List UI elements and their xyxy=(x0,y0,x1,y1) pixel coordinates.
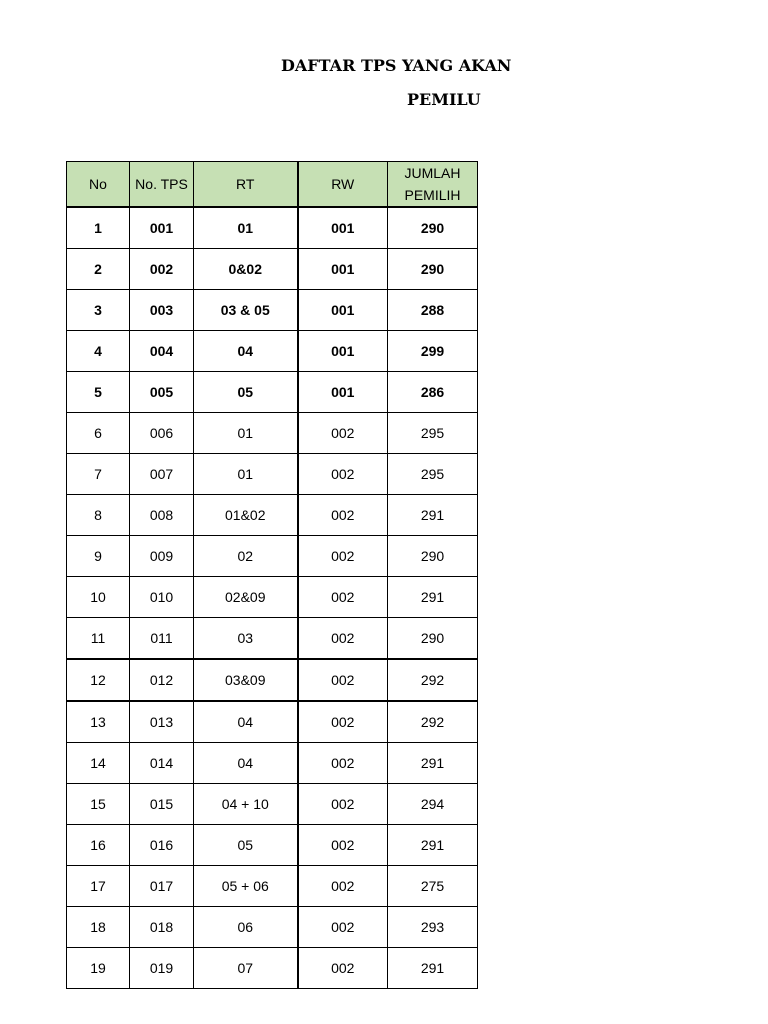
cell-jumlah-pemilih: 295 xyxy=(388,454,478,495)
cell-no-tps: 016 xyxy=(130,825,194,866)
table-row xyxy=(67,372,478,413)
cell-rw: 001 xyxy=(298,207,388,249)
table-row xyxy=(67,249,478,290)
cell-rw: 002 xyxy=(298,495,388,536)
table-header-row xyxy=(67,162,478,208)
table-row xyxy=(67,618,478,660)
table-row xyxy=(67,454,478,495)
table-row xyxy=(67,331,478,372)
table-row xyxy=(67,536,478,577)
table-row xyxy=(67,290,478,331)
cell-no-tps: 007 xyxy=(130,454,194,495)
cell-rt: 03 & 05 xyxy=(194,290,298,331)
cell-jumlah-pemilih: 291 xyxy=(388,743,478,784)
cell-rt: 07 xyxy=(194,948,298,989)
cell-no: 17 xyxy=(67,866,130,907)
cell-jumlah-pemilih: 286 xyxy=(388,372,478,413)
cell-no-tps: 006 xyxy=(130,413,194,454)
cell-no-tps: 019 xyxy=(130,948,194,989)
cell-jumlah-pemilih: 288 xyxy=(388,290,478,331)
cell-rt: 03&09 xyxy=(194,659,298,701)
cell-no: 1 xyxy=(67,207,130,249)
cell-rw: 002 xyxy=(298,743,388,784)
cell-no: 3 xyxy=(67,290,130,331)
cell-no-tps: 001 xyxy=(130,207,194,249)
cell-no: 14 xyxy=(67,743,130,784)
header-no-tps: No. TPS xyxy=(130,162,194,208)
cell-no-tps: 015 xyxy=(130,784,194,825)
cell-jumlah-pemilih: 292 xyxy=(388,701,478,743)
cell-no: 12 xyxy=(67,659,130,701)
cell-jumlah-pemilih: 292 xyxy=(388,659,478,701)
cell-rt: 04 + 10 xyxy=(194,784,298,825)
cell-no-tps: 003 xyxy=(130,290,194,331)
cell-jumlah-pemilih: 290 xyxy=(388,249,478,290)
cell-jumlah-pemilih: 295 xyxy=(388,413,478,454)
cell-jumlah-pemilih: 299 xyxy=(388,331,478,372)
cell-no-tps: 009 xyxy=(130,536,194,577)
cell-no-tps: 008 xyxy=(130,495,194,536)
table-row xyxy=(67,413,478,454)
cell-rw: 002 xyxy=(298,784,388,825)
cell-no-tps: 002 xyxy=(130,249,194,290)
cell-rt: 04 xyxy=(194,701,298,743)
cell-no-tps: 017 xyxy=(130,866,194,907)
cell-rw: 001 xyxy=(298,331,388,372)
cell-rw: 002 xyxy=(298,866,388,907)
table-row xyxy=(67,743,478,784)
cell-rt: 02 xyxy=(194,536,298,577)
cell-jumlah-pemilih: 291 xyxy=(388,825,478,866)
cell-rw: 002 xyxy=(298,659,388,701)
cell-rt: 05 xyxy=(194,825,298,866)
cell-jumlah-pemilih: 293 xyxy=(388,907,478,948)
cell-no: 6 xyxy=(67,413,130,454)
cell-rw: 001 xyxy=(298,249,388,290)
cell-rt: 01 xyxy=(194,207,298,249)
cell-rw: 001 xyxy=(298,290,388,331)
cell-rt: 05 + 06 xyxy=(194,866,298,907)
cell-rt: 02&09 xyxy=(194,577,298,618)
cell-rt: 01&02 xyxy=(194,495,298,536)
table-row xyxy=(67,825,478,866)
cell-rw: 002 xyxy=(298,454,388,495)
table-body xyxy=(67,207,478,989)
header-jumlah-pemilih xyxy=(388,162,478,208)
cell-no: 11 xyxy=(67,618,130,660)
cell-no: 5 xyxy=(67,372,130,413)
cell-jumlah-pemilih: 291 xyxy=(388,495,478,536)
table-row xyxy=(67,659,478,701)
cell-rw: 002 xyxy=(298,701,388,743)
cell-no: 18 xyxy=(67,907,130,948)
cell-jumlah-pemilih: 291 xyxy=(388,577,478,618)
cell-rt: 0&02 xyxy=(194,249,298,290)
cell-jumlah-pemilih: 290 xyxy=(388,618,478,660)
cell-no-tps: 012 xyxy=(130,659,194,701)
header-rt: RT xyxy=(194,162,298,208)
header-jumlah-line2: PEMILIH xyxy=(404,187,461,203)
cell-rw: 002 xyxy=(298,907,388,948)
cell-rt: 05 xyxy=(194,372,298,413)
cell-no-tps: 013 xyxy=(130,701,194,743)
cell-no: 8 xyxy=(67,495,130,536)
cell-rt: 04 xyxy=(194,743,298,784)
document-subtitle: PEMILU xyxy=(407,90,481,109)
table-row xyxy=(67,207,478,249)
header-rw: RW xyxy=(298,162,388,208)
cell-no: 16 xyxy=(67,825,130,866)
table-row xyxy=(67,495,478,536)
header-no: No xyxy=(67,162,130,208)
cell-no: 15 xyxy=(67,784,130,825)
header-jumlah-line1: JUMLAH xyxy=(404,165,461,181)
cell-no: 13 xyxy=(67,701,130,743)
cell-rt: 04 xyxy=(194,331,298,372)
cell-rw: 001 xyxy=(298,372,388,413)
cell-no-tps: 014 xyxy=(130,743,194,784)
cell-jumlah-pemilih: 294 xyxy=(388,784,478,825)
table-row xyxy=(67,866,478,907)
cell-rt: 06 xyxy=(194,907,298,948)
cell-rw: 002 xyxy=(298,413,388,454)
cell-no-tps: 005 xyxy=(130,372,194,413)
cell-no: 19 xyxy=(67,948,130,989)
tps-table xyxy=(66,161,478,989)
table-row xyxy=(67,577,478,618)
cell-no: 9 xyxy=(67,536,130,577)
cell-rt: 01 xyxy=(194,413,298,454)
cell-rw: 002 xyxy=(298,577,388,618)
cell-rw: 002 xyxy=(298,536,388,577)
document-title: DAFTAR TPS YANG AKAN xyxy=(281,56,512,75)
table-row xyxy=(67,784,478,825)
cell-no: 4 xyxy=(67,331,130,372)
table-row xyxy=(67,948,478,989)
cell-no-tps: 010 xyxy=(130,577,194,618)
cell-no-tps: 004 xyxy=(130,331,194,372)
cell-rt: 01 xyxy=(194,454,298,495)
cell-rw: 002 xyxy=(298,948,388,989)
cell-rt: 03 xyxy=(194,618,298,660)
cell-rw: 002 xyxy=(298,825,388,866)
table-row xyxy=(67,701,478,743)
table-row xyxy=(67,907,478,948)
cell-no: 7 xyxy=(67,454,130,495)
cell-jumlah-pemilih: 290 xyxy=(388,536,478,577)
cell-no: 2 xyxy=(67,249,130,290)
cell-jumlah-pemilih: 290 xyxy=(388,207,478,249)
cell-no-tps: 018 xyxy=(130,907,194,948)
cell-jumlah-pemilih: 291 xyxy=(388,948,478,989)
cell-rw: 002 xyxy=(298,618,388,660)
cell-jumlah-pemilih: 275 xyxy=(388,866,478,907)
cell-no-tps: 011 xyxy=(130,618,194,660)
cell-no: 10 xyxy=(67,577,130,618)
